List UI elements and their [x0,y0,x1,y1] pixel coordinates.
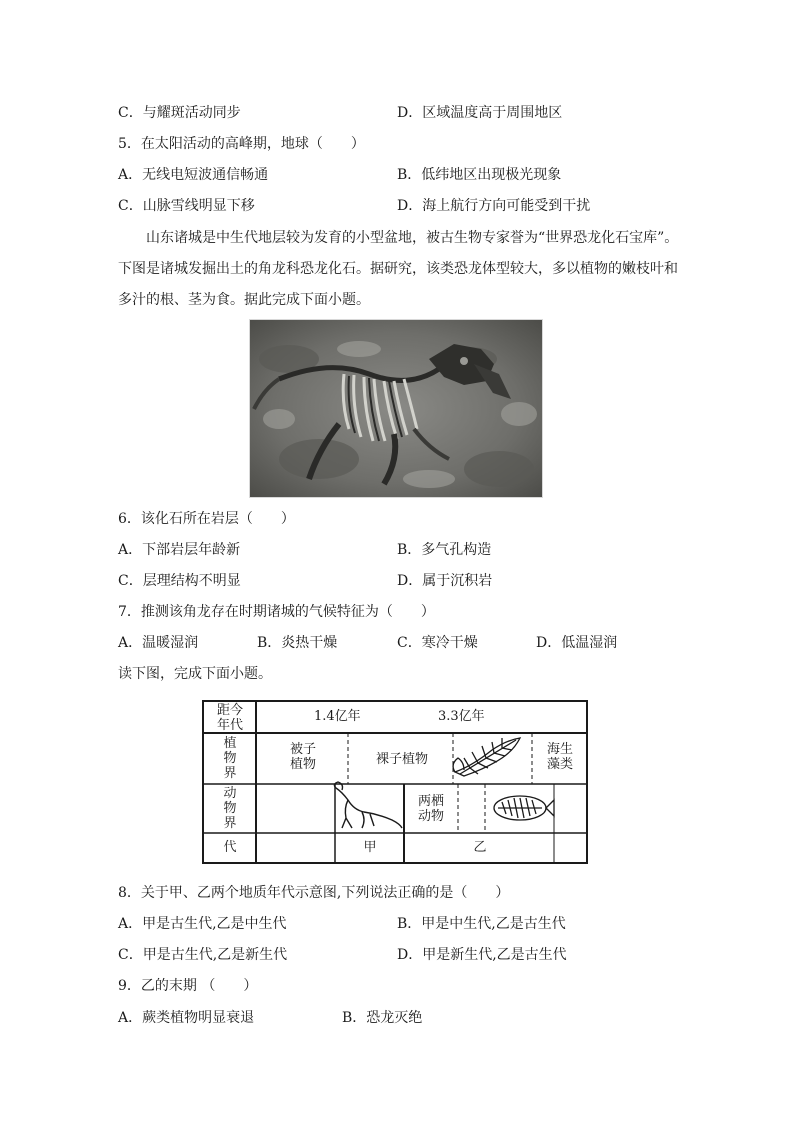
era-yi: 乙 [473,840,487,855]
header-animal-2: 物 [223,801,237,816]
q8-option-a: A．甲是古生代,乙是中生代 [118,916,287,932]
passage-line-3: 多汁的根、茎为食。据此完成下面小题。 [118,292,370,308]
animal-amphibian-1: 两栖 [417,794,444,809]
q8-option-c: C．甲是古生代,乙是新生代 [118,947,288,963]
q9-stem: 9．乙的末期 （ ） [118,978,258,994]
q8-stem: 8．关于甲、乙两个地质年代示意图,下列说法正确的是（ ） [118,885,510,901]
q4-option-d: D．区域温度高于周围地区 [397,105,563,121]
header-age-1: 距今 [216,703,243,718]
plant-angiosperm-1: 被子 [289,742,316,757]
passage-line-1: 山东诸城是中生代地层较为发育的小型盆地，被古生物专家誉为“世界恐龙化石宝库”。 [146,230,679,246]
plant-angiosperm-2: 植物 [289,757,316,772]
q7-option-d: D．低温湿润 [536,635,618,651]
q7-option-a: A．温暖湿润 [118,635,199,651]
header-age-2: 年代 [216,718,243,733]
q7-stem: 7．推测该角龙存在时期诸城的气候特征为（ ） [118,604,435,620]
q5-option-c: C．山脉雪线明显下移 [118,198,255,214]
q8-option-b: B．甲是中生代,乙是古生代 [397,916,566,932]
header-plant-2: 物 [223,751,237,766]
era-jia: 甲 [363,840,377,855]
q4-option-c: C．与耀斑活动同步 [118,105,241,121]
header-plant-1: 植 [223,736,237,751]
q7-option-b: B．炎热干燥 [257,635,338,651]
read-prompt: 读下图，完成下面小题。 [118,666,272,682]
header-era: 代 [223,840,237,855]
q6-option-d: D．属于沉积岩 [397,573,493,589]
animal-amphibian-2: 动物 [417,809,444,824]
q6-option-b: B．多气孔构造 [397,542,492,558]
q9-option-b: B．恐龙灭绝 [342,1010,423,1026]
q5-option-b: B．低纬地区出现极光现象 [397,167,562,183]
age-1-4: 1.4亿年 [314,709,361,724]
q5-option-d: D．海上航行方向可能受到干扰 [397,198,591,214]
q5-option-a: A．无线电短波通信畅通 [118,167,269,183]
q8-option-d: D．甲是新生代,乙是古生代 [397,947,567,963]
plant-gymnosperm: 裸子植物 [375,752,428,767]
q6-stem: 6．该化石所在岩层（ ） [118,511,295,527]
q6-option-c: C．层理结构不明显 [118,573,241,589]
dinosaur-fossil-photo [249,319,543,498]
q9-option-a: A．蕨类植物明显衰退 [118,1010,255,1026]
plant-algae-2: 藻类 [546,757,573,772]
geologic-era-table [202,700,588,864]
q5-stem: 5．在太阳活动的高峰期，地球（ ） [118,136,365,152]
age-3-3: 3.3亿年 [438,709,485,724]
q6-option-a: A．下部岩层年龄新 [118,542,241,558]
header-animal-1: 动 [223,786,237,801]
header-plant-3: 界 [223,766,237,781]
plant-algae-1: 海生 [546,742,573,757]
header-animal-3: 界 [223,816,237,831]
q7-option-c: C．寒冷干燥 [397,635,478,651]
passage-line-2: 下图是诸城发掘出土的角龙科恐龙化石。据研究，该类恐龙体型较大，多以植物的嫩枝叶和 [118,261,678,277]
